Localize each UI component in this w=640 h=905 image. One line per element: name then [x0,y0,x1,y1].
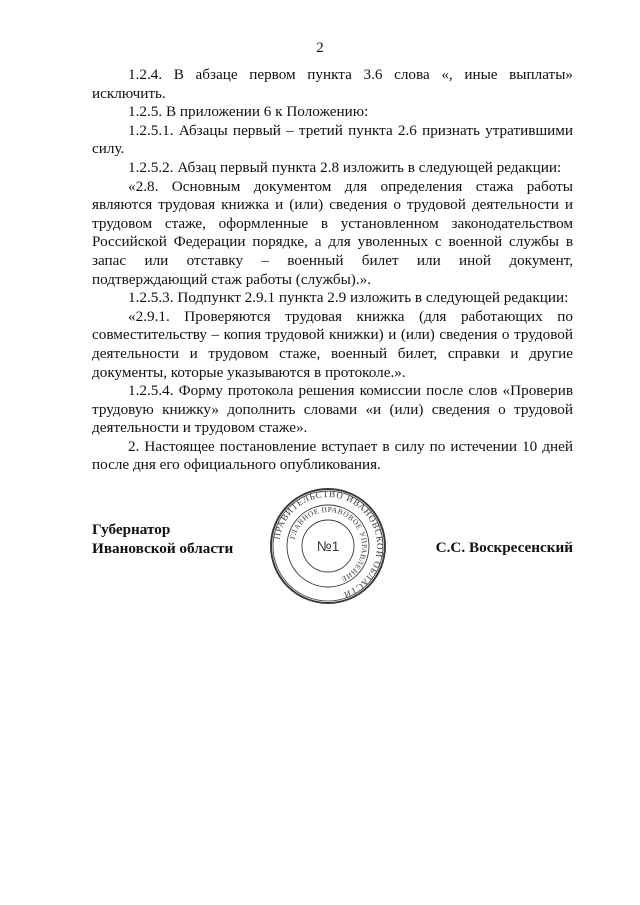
signatory-name: С.С. Воскресенский [435,539,573,556]
paragraph: «2.8. Основным документом для определения стажа работы являются трудовая книжка и (или) сведения о трудовой деятельности и трудовом стаже, оформленные в установленном законодательством Российской Федерации порядке, а для уволенных с военной службы в запас или отставку – военный билет или иной документ, подтверждающий стаж работы (службы).». [92,177,573,288]
seal-outer-text: ПРАВИТЕЛЬСТВО ИВАНОВСКОЙ ОБЛАСТИ [271,488,386,601]
seal-number: №1 [316,538,340,554]
paragraph: «2.9.1. Проверяются трудовая книжка (для работающих по совместительству – копия трудовой книжки) и (или) сведения о трудовой деятельности и трудовом стаже, военный билет, справки и другие документы, которые указываются в протоколе.». [92,307,573,381]
signatory-position-line: Губернатор [92,521,171,538]
seal-stamp-icon [268,486,388,606]
paragraph: 1.2.5.2. Абзац первый пункта 2.8 изложить в следующей редакции: [128,158,562,176]
paragraph: 1.2.5.4. Форму протокола решения комиссии после слов «Проверив трудовую книжку» дополнить словами «и (или) сведения о трудовой деятельности и трудовом стаже». [92,382,573,437]
page-number: 2 [316,40,324,56]
paragraph: 1.2.5. В приложении 6 к Положению: [128,103,369,121]
signatory-position-line: Ивановской области [92,539,234,557]
seal-inner-text: ГЛАВНОЕ ПРАВОВОЕ УПРАВЛЕНИЕ [287,504,370,584]
signatory-position [92,521,233,558]
signature-block [92,488,573,656]
paragraph: 1.2.4. В абзаце первом пункта 3.6 слова «, иные выплаты» исключить. [92,66,573,102]
official-seal [268,486,388,606]
paragraph: 2. Настоящее постановление вступает в силу по истечении 10 дней после дня его официального опубликования. [92,437,573,474]
paragraph: 1.2.5.1. Абзацы первый – третий пункта 2.6 признать утратившими силу. [92,121,573,158]
paragraph: 1.2.5.3. Подпункт 2.9.1 пункта 2.9 изложить в следующей редакции: [128,289,569,307]
document-body [92,66,573,475]
